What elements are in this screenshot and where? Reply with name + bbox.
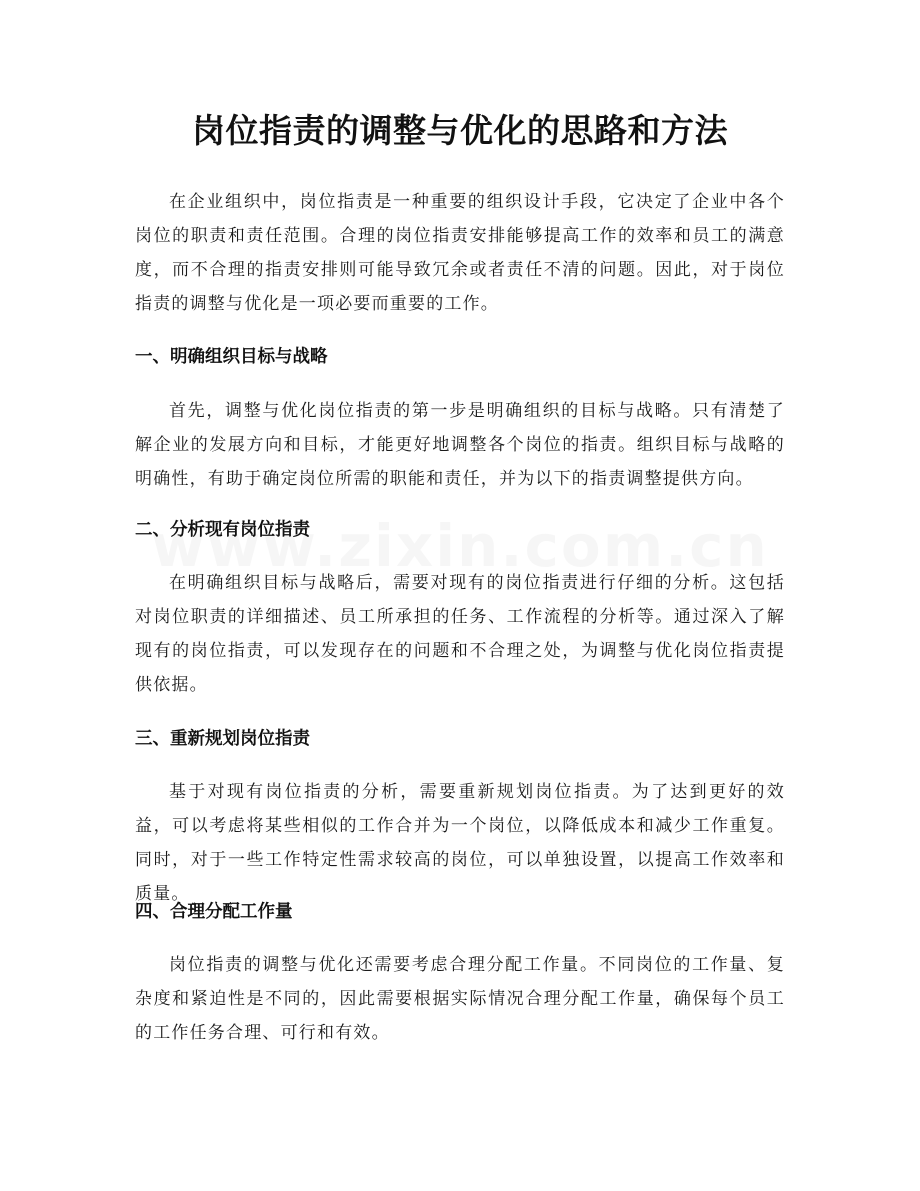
section-heading-4: 四、合理分配工作量 — [135, 902, 293, 922]
section-body-2: 在明确组织目标与战略后，需要对现有的岗位指责进行仔细的分析。这包括对岗位职责的详细描述、员工所承担的任务、工作流程的分析等。通过深入了解现有的岗位指责，可以发现存在的问题和不合理之处，为调整与优化岗位指责提供依据。 — [135, 573, 785, 695]
section-body-4: 岗位指责的调整与优化还需要考虑合理分配工作量。不同岗位的工作量、复杂度和紧迫性是不同的，因此需要根据实际情况合理分配工作量，确保每个员工的工作任务合理、可行和有效。 — [135, 955, 785, 1043]
section-body-3: 基于对现有岗位指责的分析，需要重新规划岗位指责。为了达到更好的效益，可以考虑将某些相似的工作合并为一个岗位，以降低成本和减少工作重复。同时，对于一些工作特定性需求较高的岗位，可以单独设置，以提高工作效率和质量。 — [135, 782, 785, 904]
section-heading-2: 二、分析现有岗位指责 — [135, 520, 310, 540]
intro-paragraph: 在企业组织中，岗位指责是一种重要的组织设计手段，它决定了企业中各个岗位的职责和责任范围。合理的岗位指责安排能够提高工作的效率和员工的满意度，而不合理的指责安排则可能导致冗余或者责任不清的问题。因此，对于岗位指责的调整与优化是一项必要而重要的工作。 — [135, 192, 785, 314]
document-title: 岗位指责的调整与优化的思路和方法 — [192, 111, 728, 150]
section-heading-3: 三、重新规划岗位指责 — [135, 729, 310, 749]
section-body-1: 首先，调整与优化岗位指责的第一步是明确组织的目标与战略。只有清楚了解企业的发展方向和目标，才能更好地调整各个岗位的指责。组织目标与战略的明确性，有助于确定岗位所需的职能和责任，并为以下的指责调整提供方向。 — [135, 401, 785, 489]
section-heading-1: 一、明确组织目标与战略 — [135, 347, 328, 367]
